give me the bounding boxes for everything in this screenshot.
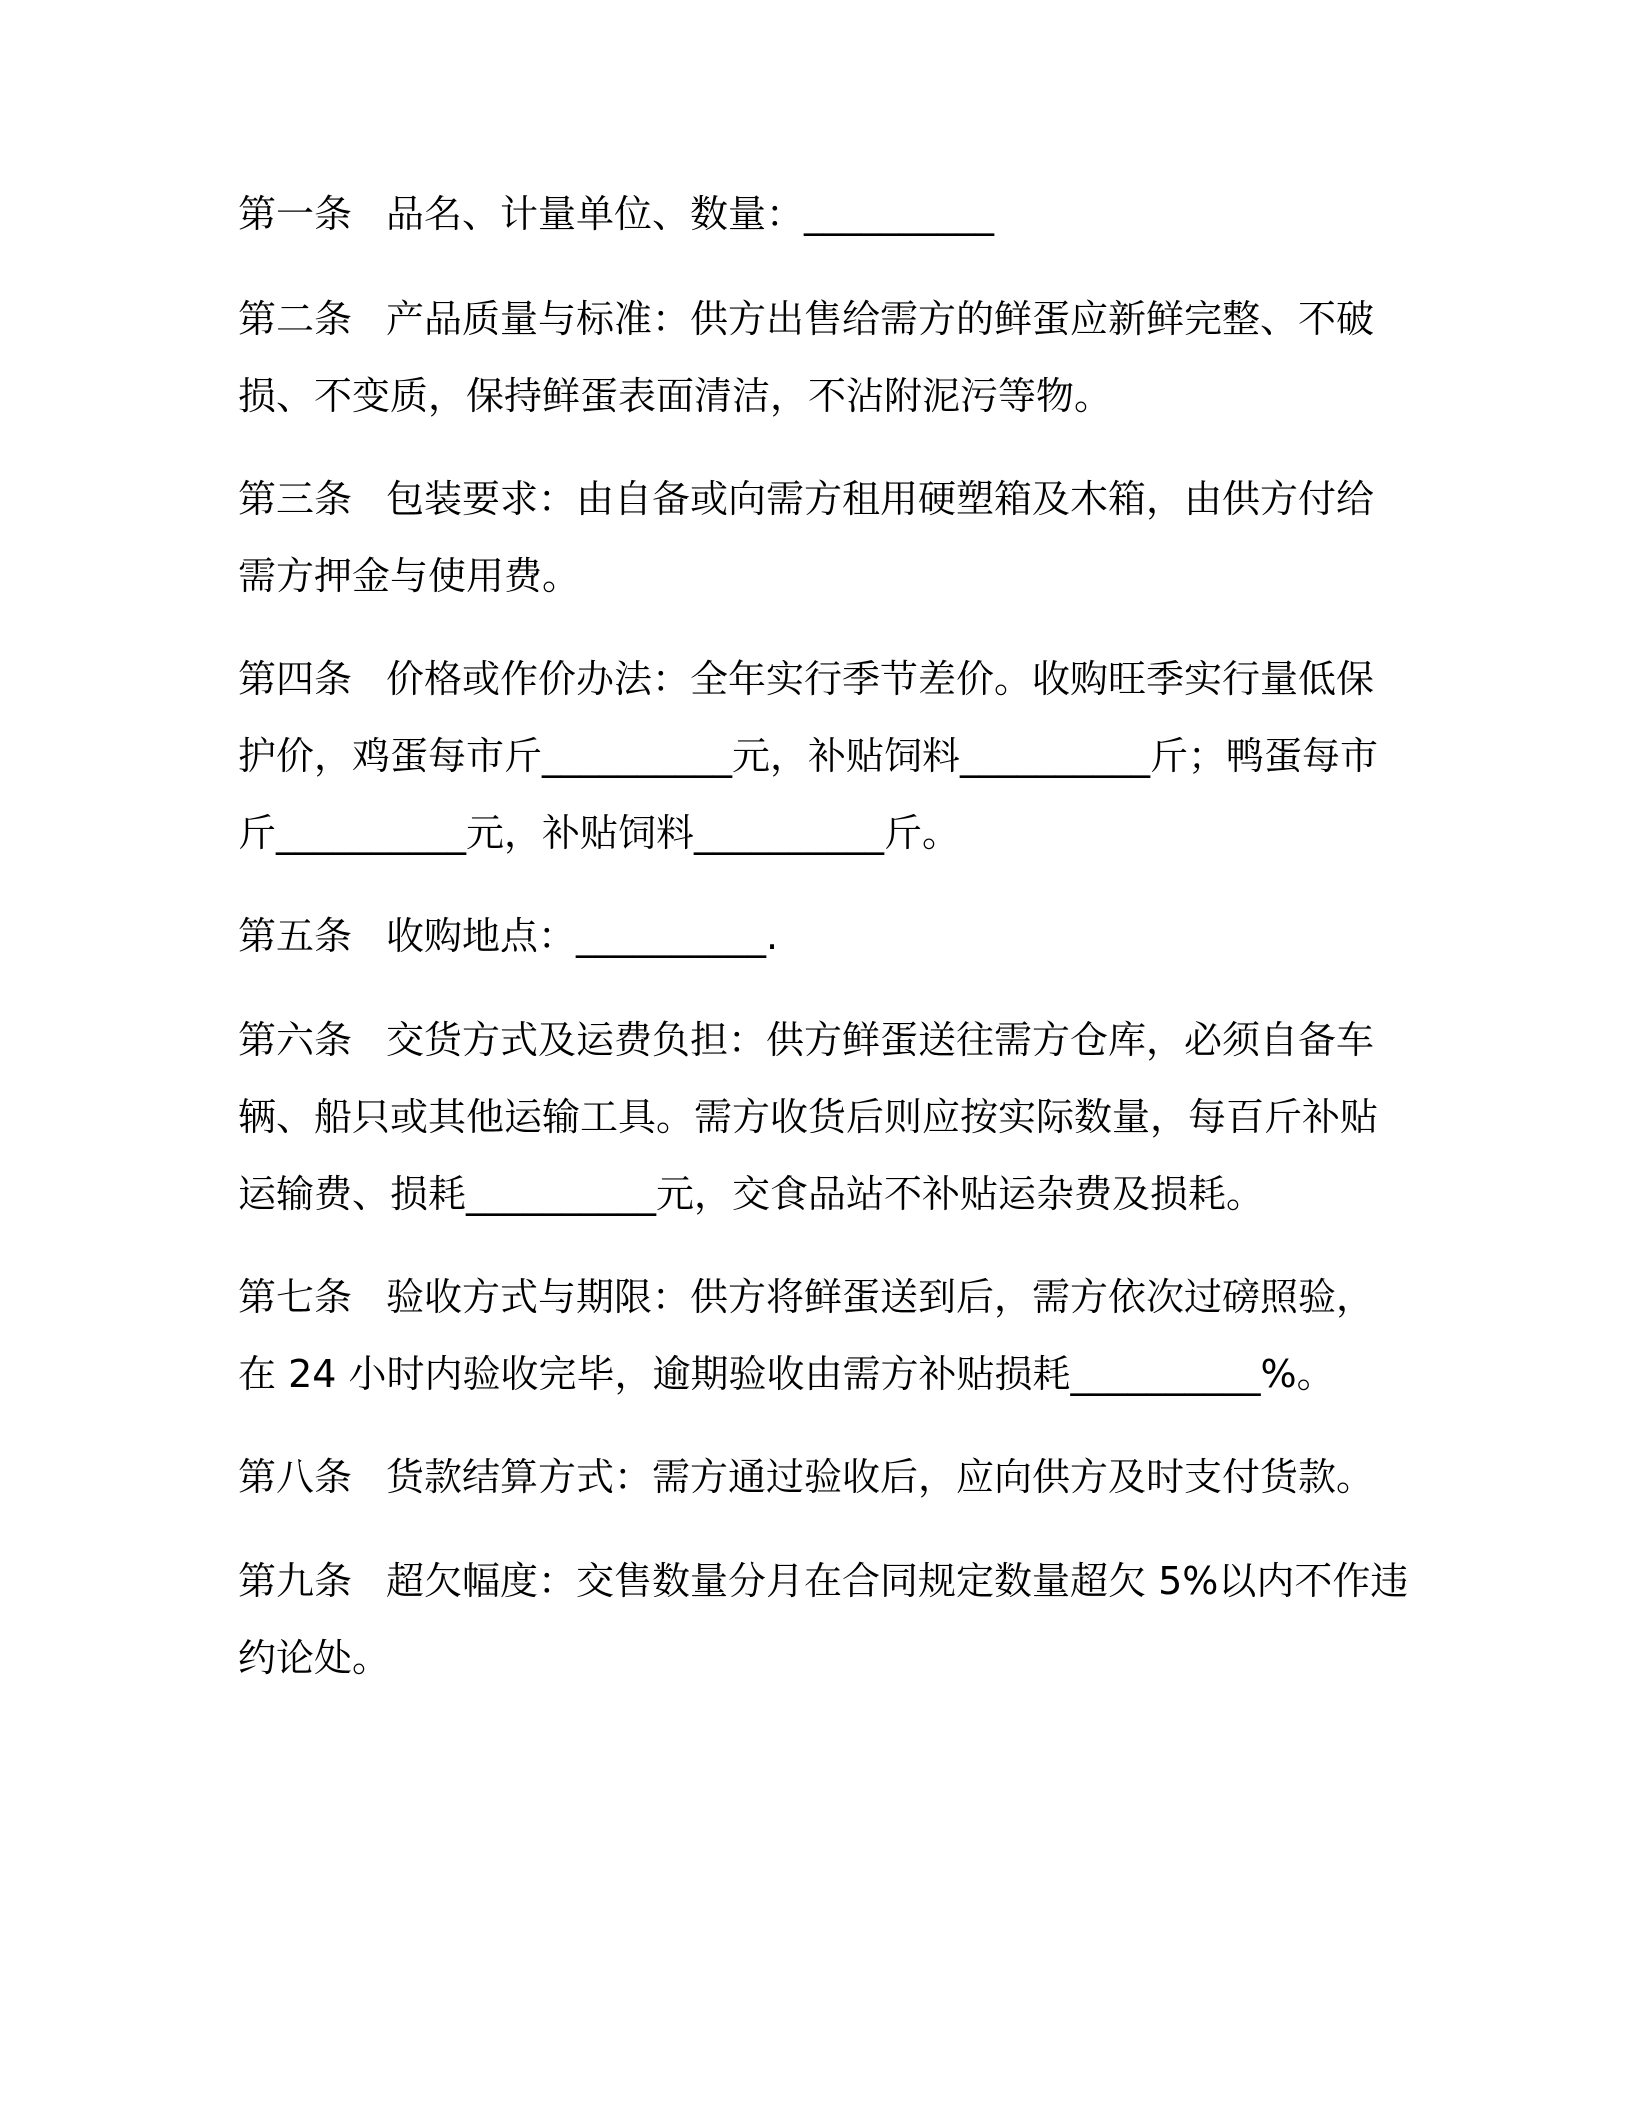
clause-line xyxy=(238,281,1418,358)
clause-number: 第九条 xyxy=(238,1559,353,1603)
clause-text: 价格或作价办法：全年实行季节差价。收购旺季实行量低保 xyxy=(386,657,1375,701)
clause-text: 货款结算方式：需方通过验收后，应向供方及时支付货款。 xyxy=(386,1455,1375,1499)
clause-1 xyxy=(238,176,1418,253)
clause-text: 收购地点：__________. xyxy=(386,914,779,958)
clause-line xyxy=(238,641,1418,718)
clause-line xyxy=(238,898,1418,975)
clause-line: 斤__________元，补贴饲料__________斤。 xyxy=(238,811,961,855)
clause-6 xyxy=(238,1002,1418,1233)
clause-number: 第三条 xyxy=(238,477,353,521)
clause-8 xyxy=(238,1439,1418,1516)
clause-line xyxy=(238,461,1418,538)
clause-5 xyxy=(238,898,1418,975)
clause-text: 超欠幅度：交售数量分月在合同规定数量超欠 5%以内不作违 xyxy=(386,1559,1409,1603)
clause-number: 第一条 xyxy=(238,192,353,236)
clause-9 xyxy=(238,1543,1418,1697)
clause-2 xyxy=(238,281,1418,435)
clause-line xyxy=(238,176,1418,253)
clause-line: 在 24 小时内验收完毕，逾期验收由需方补贴损耗__________%。 xyxy=(238,1352,1335,1396)
clause-line xyxy=(238,1002,1418,1079)
clause-number: 第七条 xyxy=(238,1275,353,1319)
clause-number: 第二条 xyxy=(238,297,353,341)
clause-line: 护价，鸡蛋每市斤__________元，补贴饲料__________斤；鸭蛋每市 xyxy=(238,734,1379,778)
clause-7 xyxy=(238,1259,1418,1413)
clause-line: 损、不变质，保持鲜蛋表面清洁，不沾附泥污等物。 xyxy=(238,374,1113,418)
clause-text: 验收方式与期限：供方将鲜蛋送到后，需方依次过磅照验， xyxy=(386,1275,1375,1319)
clause-line: 约论处。 xyxy=(238,1636,391,1680)
clause-text: 包装要求：由自备或向需方租用硬塑箱及木箱，由供方付给 xyxy=(386,477,1375,521)
clause-text: 产品质量与标准：供方出售给需方的鲜蛋应新鲜完整、不破 xyxy=(386,297,1375,341)
clause-line: 运输费、损耗__________元，交食品站不补贴运杂费及损耗。 xyxy=(238,1172,1265,1216)
clause-number: 第五条 xyxy=(238,914,353,958)
clause-line xyxy=(238,1439,1418,1516)
clause-number: 第八条 xyxy=(238,1455,353,1499)
clause-line: 辆、船只或其他运输工具。需方收货后则应按实际数量，每百斤补贴 xyxy=(238,1095,1379,1139)
clause-4 xyxy=(238,641,1418,872)
clause-text: 交货方式及运费负担：供方鲜蛋送往需方仓库，必须自备车 xyxy=(386,1018,1375,1062)
clause-line: 需方押金与使用费。 xyxy=(238,554,581,598)
clause-text: 品名、计量单位、数量：__________ xyxy=(386,192,995,236)
clause-number: 第六条 xyxy=(238,1018,353,1062)
clause-3 xyxy=(238,461,1418,615)
clause-number: 第四条 xyxy=(238,657,353,701)
clause-line xyxy=(238,1543,1418,1620)
clause-line xyxy=(238,1259,1418,1336)
